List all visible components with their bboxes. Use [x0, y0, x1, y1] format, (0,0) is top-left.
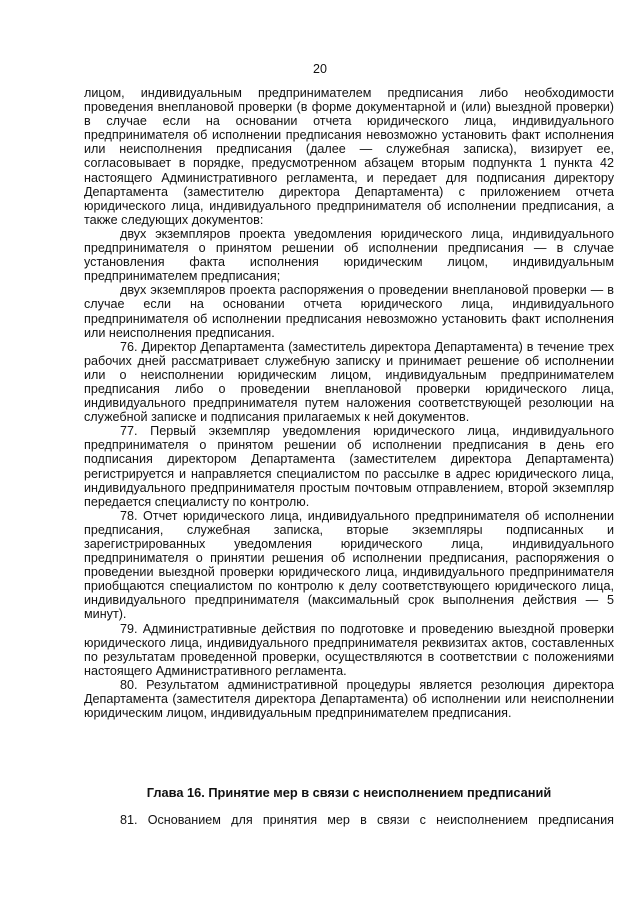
paragraph-continuation: лицом, индивидуальным предпринимателем предписания либо необходимости проведения внеплановой проверки (в форме документарной и (или) выездной проверки) в случае если на основании отчета юридического лица, индивидуального предпринимателя об исполнении предписания невозможно установить факт исполнения или неисполнения предписания (далее — служебная записка), визирует ее, согласовывает в порядке, предусмотренном абзацем вторым подпункта 1 пункта 42 настоящего Административного регламента, и передает для подписания директору Департамента (заместителю директора Департамента) с приложением отчета юридического лица, индивидуального предпринимателя об исполнении предписания, а также следующих документов:: [84, 86, 614, 227]
document-body: [84, 86, 614, 720]
paragraph-76: 76. Директор Департамента (заместитель директора Департамента) в течение трех рабочих дней рассматривает служебную записку и принимает решение об исполнении или о неисполнении юридическим лицом, индивидуальным предпринимателем предписания либо о проведении внеплановой проверки юридического лица, индивидуального предпринимателя путем наложения соответствующей резолюции на служебной записке и подписания прилагаемых к ней документов.: [84, 339, 614, 425]
chapter-heading: Глава 16. Принятие мер в связи с неисполнением предписаний: [146, 785, 552, 800]
paragraph-81: 81. Основанием для принятия мер в связи с неисполнением предписания: [120, 813, 614, 827]
paragraph-list-item-notification: двух экземпляров проекта уведомления юридического лица, индивидуального предпринимателя о принятом решении об исполнении предписания — в случае установления факта исполнения юридическим лицом, индивидуальным предпринимателем предписания;: [84, 226, 614, 284]
page-number: 20: [313, 62, 327, 76]
paragraph-80: 80. Результатом административной процедуры является резолюция директора Департамента (заместителя директора Департамента) об исполнении или неисполнении юридическим лицом, индивидуальным предпринимателем предписания.: [84, 677, 614, 721]
paragraph-79: 79. Административные действия по подготовке и проведению выездной проверки юридического лица, индивидуального предпринимателя реквизитах актов, составленных по результатам проведенной проверки, осуществляются в соответствии с положениями настоящего Административного регламента.: [84, 621, 614, 678]
paragraph-list-item-order: двух экземпляров проекта распоряжения о проведении внеплановой проверки — в случае если на основании отчета юридического лица, индивидуального предпринимателя об исполнении предписания невозможно установить факт исполнения или неисполнения предписания.: [84, 283, 614, 340]
paragraph-78: 78. Отчет юридического лица, индивидуального предпринимателя об исполнении предписания, служебная записка, вторые экземпляры подписанных и зарегистрированных уведомления юридического лица, индивидуального предпринимателя о принятии решения об исполнении предписания, распоряжения о проведении выездной проверки юридического лица, индивидуального предпринимателя приобщаются специалистом по контролю к делу соответствующего юридического лица, индивидуального предпринимателя (максимальный срок выполнения действия — 5 минут).: [84, 508, 614, 622]
paragraph-77: 77. Первый экземпляр уведомления юридического лица, индивидуального предпринимателя о принятом решении об исполнении предписания в день его подписания директором Департамента (заместителем директора Департамента) регистрируется и направляется специалистом по рассылке в адрес юридического лица, индивидуального предпринимателя простым почтовым отправлением, второй экземпляр передается специалисту по контролю.: [84, 424, 614, 509]
